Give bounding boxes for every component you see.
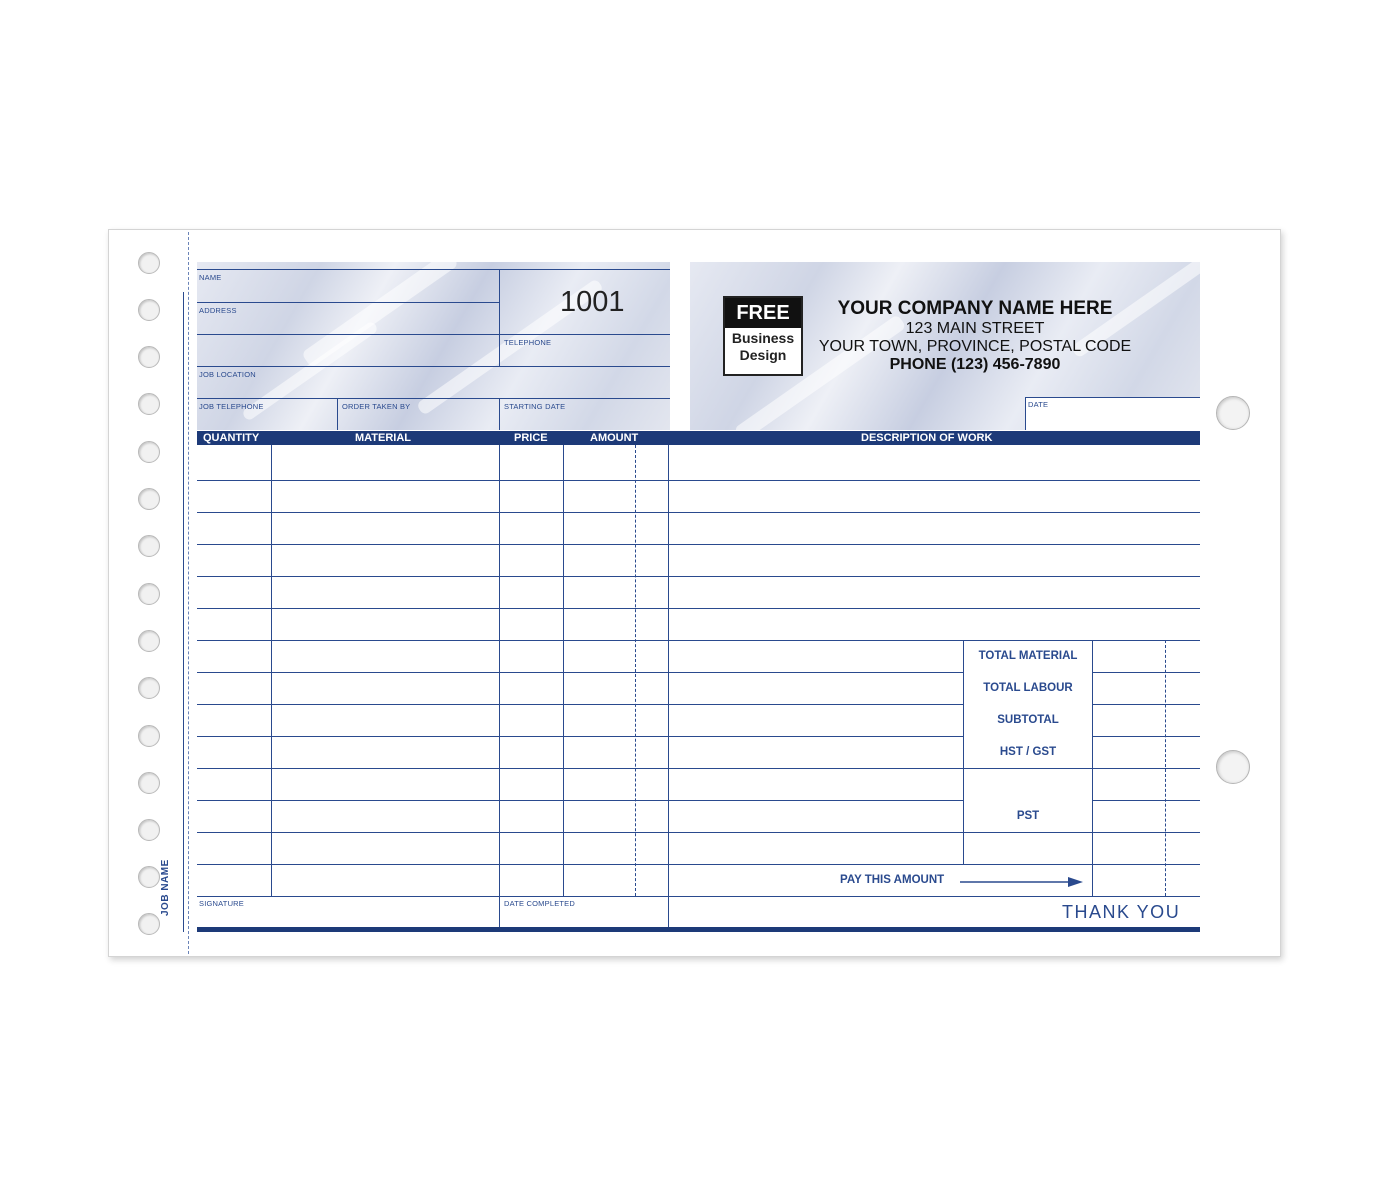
binder-hole [138,299,160,321]
totals-line [1092,736,1200,737]
column-header-bar [197,431,1200,445]
field-divider [499,269,500,366]
table-row [197,768,963,769]
stub-line [183,292,184,932]
badge-subtitle [725,330,801,364]
ring-hole [1216,396,1250,430]
badge-line-2: Design [739,347,787,363]
binder-hole [138,393,160,415]
subtotal-label: SUBTOTAL [997,714,1059,726]
date-box [1026,398,1200,430]
badge-free-text: FREE [725,298,801,328]
starting-date-label: STARTING DATE [504,402,566,411]
binder-hole [138,725,160,747]
binder-hole [138,913,160,935]
table-row [197,896,1200,897]
total-labour-label: TOTAL LABOUR [983,682,1073,694]
company-city: YOUR TOWN, PROVINCE, POSTAL CODE [818,338,1132,355]
signature-label: SIGNATURE [199,899,244,908]
perforation-line [188,232,189,954]
column-quantity: QUANTITY [203,432,260,444]
job-location-label: JOB LOCATION [199,370,256,379]
table-row [197,480,1200,481]
date-label: DATE [1028,400,1049,409]
company-phone: PHONE (123) 456-7890 [889,356,1061,373]
field-line [197,302,500,303]
pst-label: PST [1016,810,1040,822]
field-divider [499,398,500,430]
totals-line [1092,672,1200,673]
telephone-label: TELEPHONE [504,338,552,347]
binder-hole [138,535,160,557]
table-row [197,576,1200,577]
company-name: YOUR COMPANY NAME HERE [837,298,1113,319]
totals-line [1092,800,1200,801]
binder-hole [138,772,160,794]
table-row [197,640,963,641]
binder-hole [138,441,160,463]
column-divider [271,445,272,896]
table-row [197,864,963,865]
hst-gst-label: HST / GST [999,746,1057,758]
field-line [197,269,670,270]
company-block [810,298,1140,374]
binder-hole [138,346,160,368]
binder-hole [138,488,160,510]
stub-job-name-label: JOB NAME [160,859,171,916]
column-amount: AMOUNT [590,432,639,444]
totals-line [1092,704,1200,705]
ring-hole [1216,750,1250,784]
column-divider [668,445,669,927]
binder-hole [138,252,160,274]
binder-hole [138,630,160,652]
badge-line-1: Business [731,330,795,346]
arrow-right-icon [960,875,1084,889]
table-row [197,512,1200,513]
cents-divider [635,445,636,896]
field-divider [337,398,338,430]
binder-hole [138,677,160,699]
name-label: NAME [199,273,222,282]
binder-hole [138,819,160,841]
company-street: 123 MAIN STREET [905,320,1045,337]
date-completed-label: DATE COMPLETED [504,899,576,908]
table-row [197,832,963,833]
address-label: ADDRESS [199,306,237,315]
table-row [197,544,1200,545]
column-divider [563,445,564,896]
totals-cents-divider [1165,640,1166,896]
binder-hole [138,583,160,605]
job-telephone-label: JOB TELEPHONE [199,402,264,411]
field-line [197,366,670,367]
thank-you-text: THANK YOU [1062,902,1181,922]
table-row [197,800,963,801]
field-line [197,334,670,335]
column-price: PRICE [514,432,548,444]
column-divider [499,445,500,927]
binder-hole [138,866,160,888]
table-row [197,672,963,673]
free-design-badge [723,296,803,376]
table-row [197,736,963,737]
column-description: DESCRIPTION OF WORK [861,432,993,444]
totals-divider [1092,640,1093,896]
field-line [197,398,670,399]
pay-this-amount-label: PAY THIS AMOUNT [840,874,945,886]
column-material: MATERIAL [355,432,412,444]
total-material-label: TOTAL MATERIAL [978,650,1078,662]
table-row [197,704,963,705]
table-row [197,608,1200,609]
invoice-number: 1001 [560,286,625,318]
bottom-bar [197,927,1200,932]
order-taken-by-label: ORDER TAKEN BY [342,402,411,411]
